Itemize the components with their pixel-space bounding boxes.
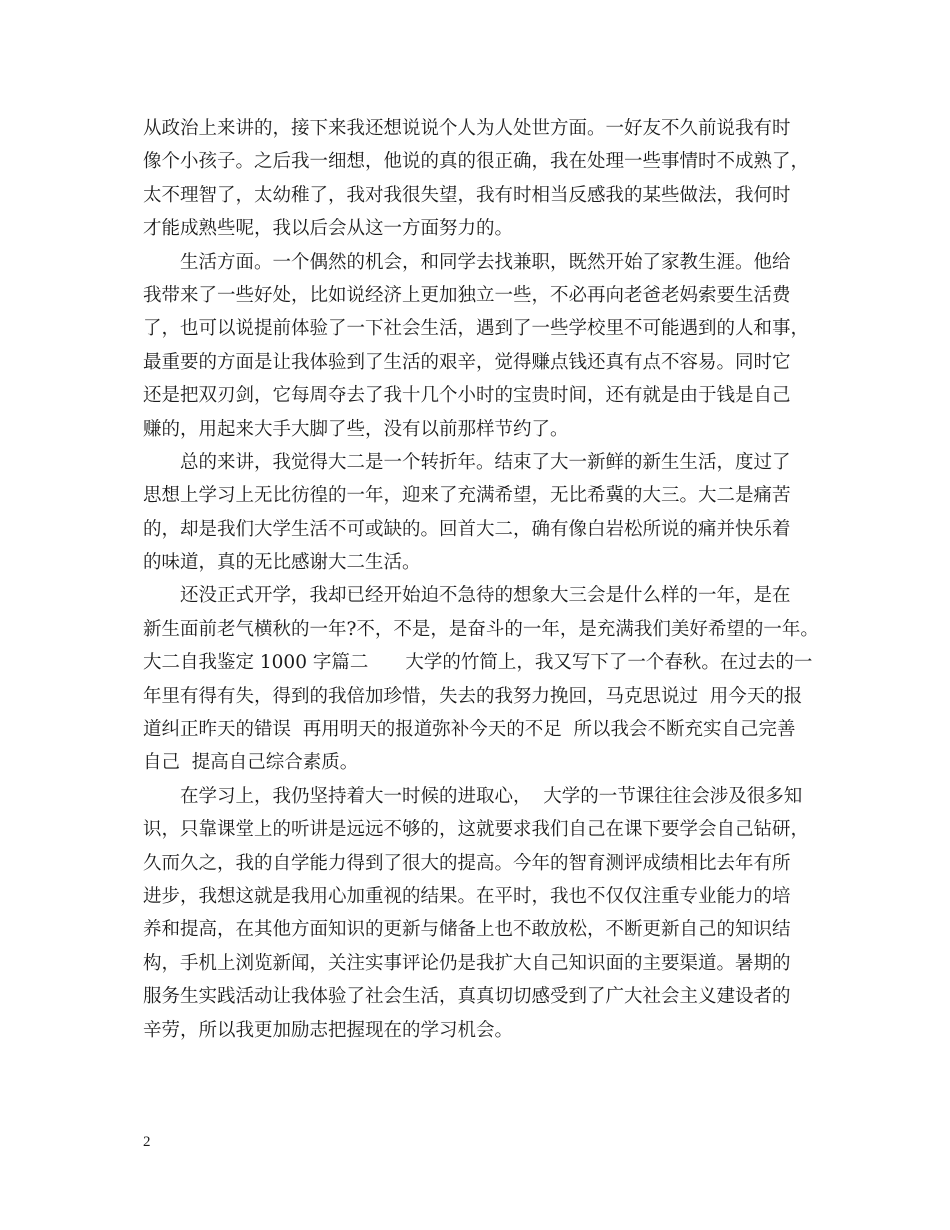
text-line: 赚的，用起来大手大脚了些，没有以前那样节约了。 (143, 418, 569, 440)
text-line: 还是把双刃剑，它每周夺去了我十几个小时的宝贵时间，还有就是由于钱是自己 (143, 385, 791, 407)
text-line: 的味道，真的无比感谢大二生活。 (143, 552, 421, 574)
text-line: 太不理智了，太幼稚了，我对我很失望，我有时相当反感我的某些做法，我何时 (143, 184, 791, 206)
text-line: 像个小孩子。之后我一细想，他说的真的很正确，我在处理一些事情时不成熟了， (143, 151, 810, 173)
text-line: 最重要的方面是让我体验到了生活的艰辛，觉得赚点钱还真有点不容易。同时它 (143, 351, 791, 373)
text-line: 自己 提高自己综合素质。 (143, 752, 359, 774)
text-line: 道纠正昨天的错误 再用明天的报道弥补今天的不足 所以我会不断充实自己完善 (143, 719, 796, 741)
text-line: 了，也可以说提前体验了一下社会生活，遇到了一些学校里不可能遇到的人和事， (143, 318, 810, 340)
document-body (143, 112, 825, 1047)
text-line: 久而久之，我的自学能力得到了很大的提高。今年的智育测评成绩相比去年有所 (143, 852, 791, 874)
paragraph-first-line: 生活方面。一个偶然的机会，和同学去找兼职，既然开始了家教生涯。他给 (180, 251, 791, 273)
text-line: 新生面前老气横秋的一年?不，不是，是奋斗的一年，是充满我们美好希望的一年。 (143, 618, 819, 640)
text-line: 服务生实践活动让我体验了社会生活，真真切切感受到了广大社会主义建设者的 (143, 986, 791, 1008)
text-line: 大二自我鉴定 1000 字篇二 大学的竹简上，我又写下了一个春秋。在过去的一 (143, 652, 813, 674)
text-line: 养和提高，在其他方面知识的更新与储备上也不敢放松，不断更新自己的知识结 (143, 919, 791, 941)
text-line: 识，只靠课堂上的听讲是远远不够的，这就要求我们自己在课下要学会自己钻研， (143, 819, 810, 841)
text-line: 我带来了一些好处，比如说经济上更加独立一些，不必再向老爸老妈索要生活费 (143, 284, 791, 306)
paragraph-first-line: 总的来讲，我觉得大二是一个转折年。结束了大一新鲜的新生生活，度过了 (180, 451, 791, 473)
text-line: 从政治上来讲的，接下来我还想说说个人为人处世方面。一好友不久前说我有时 (143, 118, 791, 139)
text-line: 的，却是我们大学生活不可或缺的。回首大二，确有像白岩松所说的痛并快乐着 (143, 518, 791, 540)
text-line: 进步，我想这就是我用心加重视的结果。在平时，我也不仅仅注重专业能力的培 (143, 885, 791, 907)
paragraph-first-line: 在学习上，我仍坚持着大一时候的进取心， 大学的一节课往往会涉及很多知 (180, 785, 803, 807)
text-line: 构，手机上浏览新闻，关注实事评论仍是我扩大自己知识面的主要渠道。暑期的 (143, 952, 791, 974)
text-line: 辛劳，所以我更加励志把握现在的学习机会。 (143, 1019, 514, 1041)
text-line: 才能成熟些呢，我以后会从这一方面努力的。 (143, 218, 514, 240)
text-line: 年里有得有失，得到的我倍加珍惜，失去的我努力挽回，马克思说过 用今天的报 (143, 685, 803, 707)
text-line: 思想上学习上无比彷徨的一年，迎来了充满希望，无比希冀的大三。大二是痛苦 (143, 485, 791, 507)
page-number: 2 (143, 1134, 151, 1150)
paragraph-first-line: 还没正式开学，我却已经开始迫不急待的想象大三会是什么样的一年，是在 (180, 585, 791, 607)
